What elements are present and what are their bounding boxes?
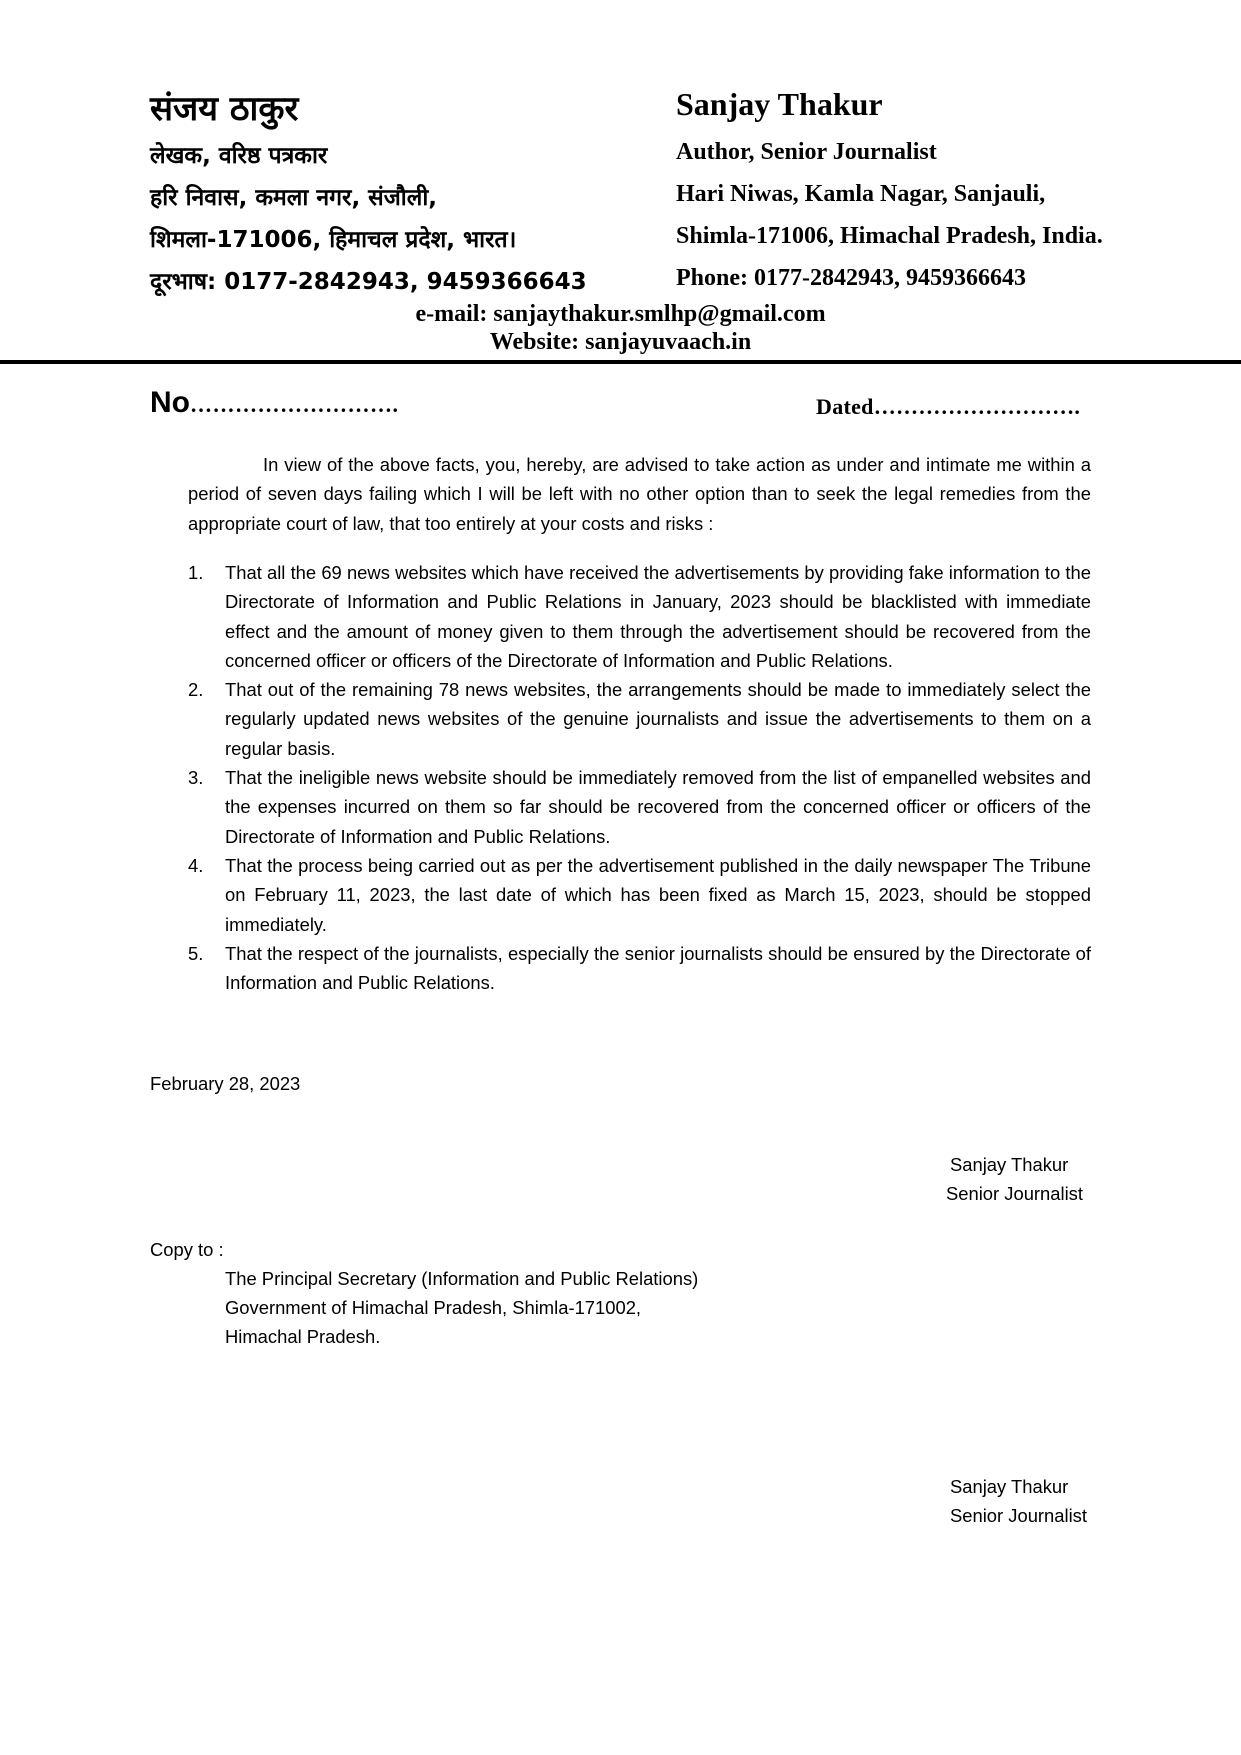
- list-item: [188, 558, 1091, 675]
- signature2-title: Senior Journalist: [950, 1505, 1087, 1526]
- author-name-hindi: संजय ठाकुर: [150, 89, 299, 129]
- author-title-hindi: लेखक, वरिष्ठ पत्रकार: [150, 143, 328, 169]
- list-item: [188, 675, 1091, 763]
- email-line: e-mail: sanjaythakur.smlhp@gmail.com: [415, 301, 826, 327]
- list-item-number: 1.: [188, 562, 204, 583]
- signature-name: Sanjay Thakur: [950, 1154, 1069, 1175]
- copy-to-label: Copy to :: [150, 1239, 224, 1260]
- author-name-english: Sanjay Thakur: [676, 86, 883, 122]
- address-line2-english: Shimla-171006, Himachal Pradesh, India.: [676, 223, 1103, 249]
- list-item-text: That the ineligible news website should be immediately removed from the list of empanelled websites and the expenses incurred on them so far should be recovered from the concerned officer or officers of the Directorate of Information and Public Relations.: [225, 767, 1091, 847]
- website-line: Website: sanjayuvaach.in: [489, 329, 752, 355]
- list-item-number: 5.: [188, 942, 204, 964]
- list-item-text: That out of the remaining 78 news websites, the arrangements should be made to immediately select the regularly updated news websites of the genuine journalists and issue the advertisements to them on a regular basis.: [225, 679, 1091, 759]
- header-divider: [0, 360, 1241, 364]
- letter-date: February 28, 2023: [150, 1073, 301, 1094]
- address-line1-english: Hari Niwas, Kamla Nagar, Sanjauli,: [676, 181, 1046, 207]
- list-item: [188, 851, 1091, 939]
- copy-to-line3: Himachal Pradesh.: [225, 1326, 381, 1347]
- copy-to-line1: The Principal Secretary (Information and Public Relations): [225, 1268, 699, 1289]
- phone-hindi: दूरभाष: 0177-2842943, 9459366643: [150, 269, 587, 295]
- address-line1-hindi: हरि निवास, कमला नगर, संजौली,: [150, 185, 438, 211]
- demands-list: [188, 558, 1091, 997]
- list-item-text: That the respect of the journalists, especially the senior journalists should be ensured by the Directorate of Information and Public Relations.: [225, 942, 1091, 994]
- signature-title: Senior Journalist: [946, 1183, 1083, 1204]
- list-item-number: 2.: [188, 679, 204, 701]
- list-item: [188, 939, 1091, 998]
- list-item-text: That the process being carried out as per the advertisement published in the daily newspaper The Tribune on February 11, 2023, the last date of which has been fixed as March 15, 2023, should be stopped immediately.: [225, 854, 1091, 935]
- list-item-text: That all the 69 news websites which have received the advertisements by providing fake information to the Directorate of Information and Public Relations in January, 2023 should be blacklisted with immediate effect and the amount of money given to them through the advertisement should be recovered from the concerned officer or officers of the Directorate of Information and Public Relations.: [225, 562, 1091, 671]
- address-line2-hindi: शिमला-171006, हिमाचल प्रदेश, भारत।: [150, 227, 517, 253]
- reference-number-label: No: [150, 386, 190, 419]
- intro-paragraph: In view of the above facts, you, hereby, are advised to take action as under and intimate me within a period of seven days failing which I will be left with no other option than to seek the legal remedies from the appropriate court of law, that too entirely at your costs and risks :: [188, 454, 1091, 534]
- signature2-name: Sanjay Thakur: [950, 1476, 1069, 1497]
- author-title-english: Author, Senior Journalist: [676, 139, 937, 165]
- list-item: [188, 763, 1091, 851]
- reference-number: [150, 386, 399, 420]
- list-item-number: 4.: [188, 854, 204, 876]
- reference-number-dots: ……………………….: [190, 392, 399, 417]
- copy-to-line2: Government of Himachal Pradesh, Shimla-171002,: [225, 1297, 642, 1318]
- reference-date: Dated……………………….: [816, 394, 1081, 419]
- phone-english: Phone: 0177-2842943, 9459366643: [676, 265, 1026, 291]
- list-item-number: 3.: [188, 767, 204, 789]
